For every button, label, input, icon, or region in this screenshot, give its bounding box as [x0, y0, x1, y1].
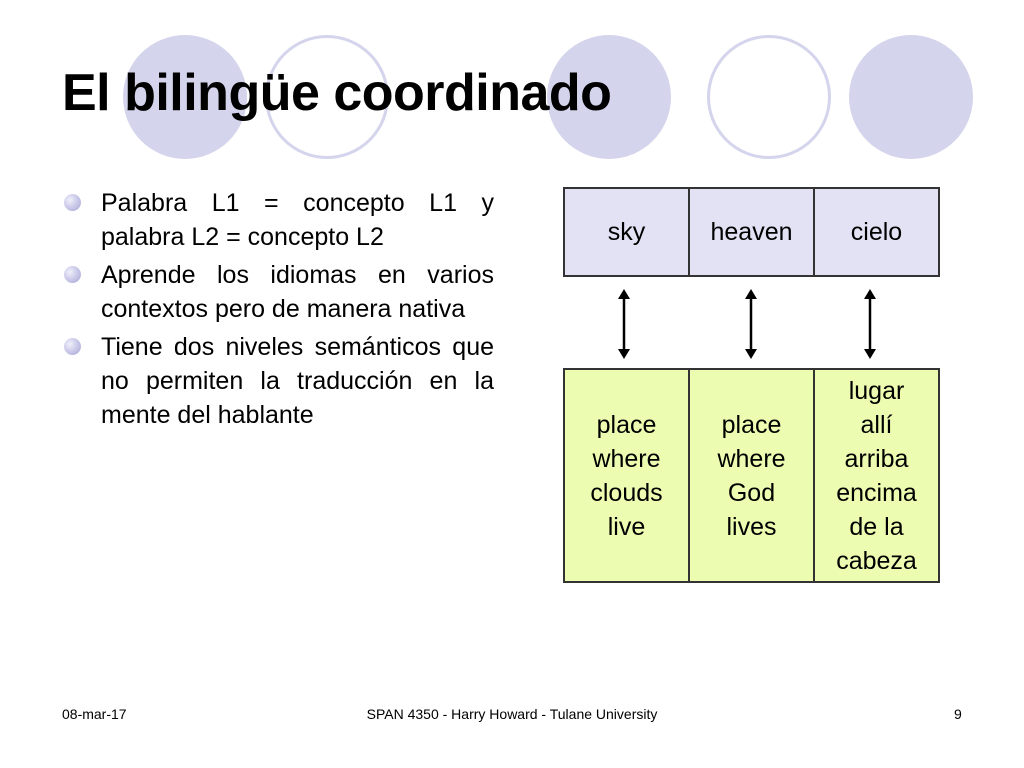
bullet-icon — [64, 338, 81, 355]
concept-line: allí — [860, 410, 893, 439]
decor-circle-4 — [707, 35, 831, 159]
bullet-text: Palabra L1 = concepto L1 y palabra L2 = concepto L2 — [101, 189, 494, 251]
bullet-text: Tiene dos niveles semánticos que no permiten la traducción en la mente del hablante — [101, 333, 494, 429]
double-arrow-icon — [612, 289, 636, 359]
concept-box-sky — [563, 368, 690, 583]
concept-line: encima — [836, 478, 917, 507]
concept-line: cabeza — [836, 546, 917, 575]
double-arrow-icon — [739, 289, 763, 359]
concept-text — [836, 374, 917, 578]
concept-text — [590, 408, 662, 544]
word-box-heaven — [688, 187, 815, 277]
concept-line: lugar — [848, 376, 905, 405]
word-label: sky — [607, 218, 646, 246]
word-box-cielo — [813, 187, 940, 277]
bullet-item — [62, 186, 494, 254]
word-label: cielo — [850, 218, 903, 246]
decor-circle-5 — [849, 35, 973, 159]
concept-line: place — [596, 410, 657, 439]
word-label: heaven — [710, 218, 793, 246]
double-arrow-icon — [858, 289, 882, 359]
concept-box-heaven — [688, 368, 815, 583]
slide-title: El bilingüe coordinado — [62, 64, 612, 122]
concept-line: de la — [849, 512, 904, 541]
bullet-icon — [64, 266, 81, 283]
concept-line: arriba — [844, 444, 909, 473]
concept-line: where — [717, 444, 786, 473]
footer-page-number: 9 — [954, 706, 962, 722]
concept-box-cielo — [813, 368, 940, 583]
bullet-text: Aprende los idiomas en varios contextos pero de manera nativa — [101, 261, 494, 323]
concept-line: place — [721, 410, 782, 439]
bullet-item — [62, 258, 494, 326]
footer-center: SPAN 4350 - Harry Howard - Tulane University — [366, 706, 658, 722]
concept-text — [717, 408, 785, 544]
concept-line: clouds — [590, 478, 663, 507]
bullet-item — [62, 330, 494, 432]
concept-line: lives — [726, 512, 777, 541]
concept-line: live — [607, 512, 646, 541]
bullet-list — [62, 186, 494, 436]
word-box-sky — [563, 187, 690, 277]
concept-line: God — [727, 478, 776, 507]
bullet-icon — [64, 194, 81, 211]
concept-line: where — [592, 444, 661, 473]
footer-date: 08-mar-17 — [62, 706, 127, 722]
